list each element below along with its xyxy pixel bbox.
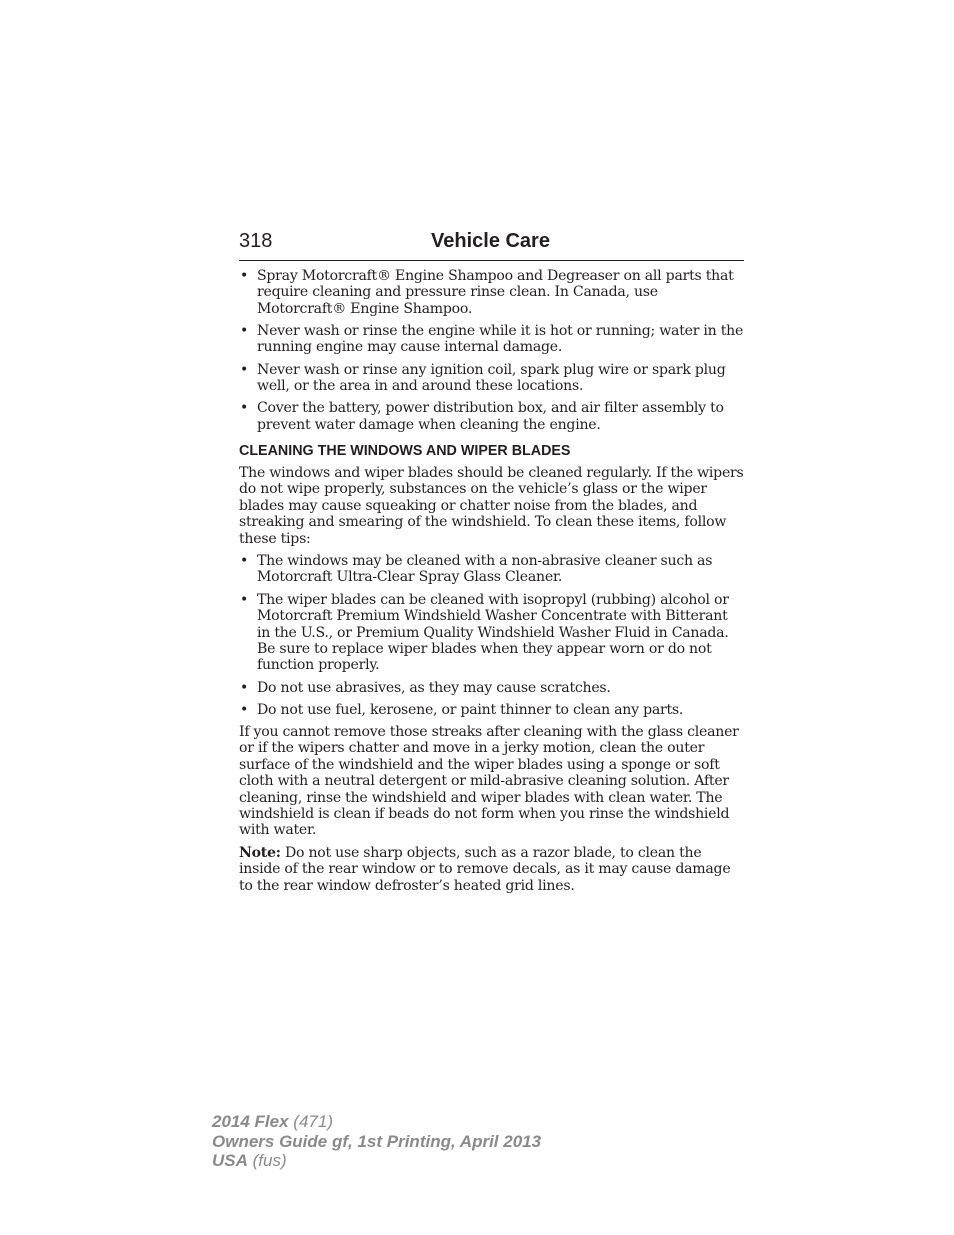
list-item: • The windows may be cleaned with a non-abrasive cleaner such as Motorcraft Ultra-Clear Spray Glass Cleaner. [239, 553, 744, 586]
footer-model-line [212, 1112, 541, 1132]
note-label: Note: [239, 844, 281, 861]
footer-guide: Owners Guide gf, 1st Printing, April 2013 [212, 1131, 542, 1151]
footer-model: 2014 Flex [212, 1112, 289, 1131]
list-item: • Spray Motorcraft® Engine Shampoo and Degreaser on all parts that require cleaning and pressure rinse clean. In Canada, use Motorcraft® Engine Shampoo. [239, 268, 744, 317]
footer-market-line [212, 1151, 541, 1171]
engine-cleaning-list [239, 268, 744, 433]
page-header [239, 228, 744, 261]
footer-model-code: (471) [293, 1112, 333, 1131]
section-heading: CLEANING THE WINDOWS AND WIPER BLADES [239, 443, 571, 460]
page-title: Vehicle Care [431, 230, 550, 252]
window-cleaning-list [239, 553, 744, 718]
page-content [239, 268, 744, 900]
list-item: • Cover the battery, power distribution box, and air filter assembly to prevent water damage when cleaning the engine. [239, 400, 744, 433]
streaks-paragraph: If you cannot remove those streaks after cleaning with the glass cleaner or if the wipers chatter and move in a jerky motion, clean the outer surface of the windshield and the wiper blades using a sponge or soft cloth with a neutral detergent or mild-abrasive cleaning solution. After cleaning, rinse the windshield and wiper blades with clean water. The windshield is clean if beads do not form when you rinse the windshield with water. [239, 723, 739, 839]
note-paragraph [239, 845, 744, 894]
list-item: • Never wash or rinse the engine while it is hot or running; water in the running engine may cause internal damage. [239, 323, 744, 356]
note-text: Do not use sharp objects, such as a razor blade, to clean the inside of the rear window or to remove decals, as it may cause damage to the rear window defroster’s heated grid lines. [239, 844, 731, 894]
list-item: • Never wash or rinse any ignition coil, spark plug wire or spark plug well, or the area in and around these locations. [239, 362, 744, 395]
footer-market: USA [212, 1151, 248, 1170]
intro-paragraph: The windows and wiper blades should be cleaned regularly. If the wipers do not wipe properly, substances on the vehicle’s glass or the wiper blades may cause squeaking or chatter noise from the blades, and streaking and smearing of the windshield. To clean these items, follow these tips: [239, 465, 744, 547]
list-item: • Do not use fuel, kerosene, or paint thinner to clean any parts. [239, 702, 744, 718]
page-number: 318 [239, 230, 273, 252]
page-footer [212, 1112, 541, 1171]
list-item: • The wiper blades can be cleaned with isopropyl (rubbing) alcohol or Motorcraft Premium Windshield Washer Concentrate with Bitterant in the U.S., or Premium Quality Windshield Washer Fluid in Canada. Be sure to replace wiper blades when they appear worn or do not function properly. [239, 592, 744, 674]
footer-guide-line [212, 1132, 541, 1152]
footer-market-code: (fus) [252, 1151, 287, 1170]
list-item: • Do not use abrasives, as they may cause scratches. [239, 680, 744, 696]
